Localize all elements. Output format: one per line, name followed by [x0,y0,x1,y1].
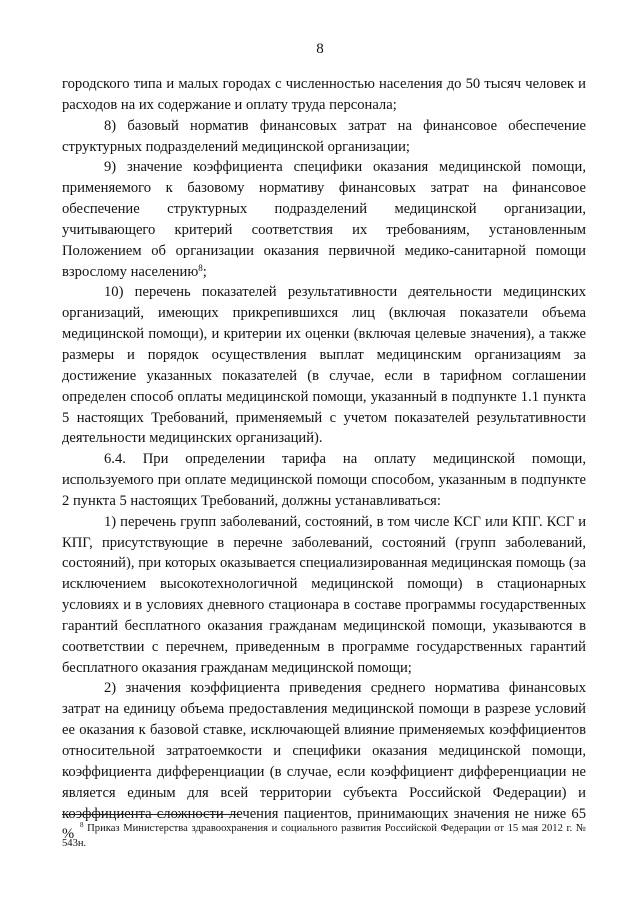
footnote-text: Приказ Министерства здравоохранения и социального развития Российской Федерации от 15 мая 2012 г. № 543н. [62,823,586,849]
paragraph: 2) значения коэффициента приведения среднего норматива финансовых затрат на единицу объема предоставления медицинской помощи в разрезе условий ее оказания к базовой ставке, исключающей влияние применяемых коэффициентов относительной затратоемкости и специфики оказания медицинской помощи, коэффициента дифференциации (в случае, если коэффициент дифференциации не является единым для всей территории субъекта Российской Федерации) и коэффициента сложности лечения пациентов, принимающих значения не ниже 65 % [62,680,586,843]
paragraph: 9) значение коэффициента специфики оказания медицинской помощи, применяемого к базовому нормативу финансовых затрат на финансовое обеспечение структурных подразделений медицинской организации, учитывающего критерий соответствия их требованиям, установленным Положением об организации оказания первичной медико-санитарной помощи взрослому населению$^8$; [62,159,586,280]
page-number: 8 [316,41,324,57]
footnote [62,821,586,851]
footnote-reference[interactable]: 8 [198,262,203,273]
footnote-marker: 8 [80,821,84,829]
body-text [62,74,586,845]
paragraph: 6.4. При определении тарифа на оплату медицинской помощи, используемого при оплате медицинской помощи способом, указанным в подпункте 2 пункта 5 настоящих Требований, должны устанавливаться: [62,451,586,509]
paragraph: 1) перечень групп заболеваний, состояний, в том числе КСГ или КПГ. КСГ и КПГ, присутствующие в перечне заболеваний, состояний (групп заболеваний, состояний), при которых оказывается специализированная медицинская помощь (за исключением высокотехнологичной медицинской помощи) в стационарных условиях и в условиях дневного стационара в составе программы государственных гарантий бесплатного оказания гражданам медицинской помощи, указываются в соответствии с перечнем, приведенным в программе государственных гарантий бесплатного оказания гражданам медицинской помощи; [62,513,586,676]
footnote-divider [62,814,240,815]
paragraph: 8) базовый норматив финансовых затрат на финансовое обеспечение структурных подразделений медицинской организации; [62,117,586,155]
paragraph: 10) перечень показателей результативности деятельности медицинских организаций, имеющих прикрепившихся лиц (включая показатели объема медицинской помощи), и критерии их оценки (включая целевые значения), а также размеры и порядок осуществления выплат медицинским организациям за достижение указанных показателей (в случае, если в тарифном соглашении определен способ оплаты медицинской помощи, указанный в подпункте 1.1 пункта 5 настоящих Требований, применяемый с учетом показателей результативности деятельности медицинских организаций). [62,284,586,447]
paragraph: городского типа и малых городах с численностью населения до 50 тысяч человек и расходов на их содержание и оплату труда персонала; [62,76,586,113]
